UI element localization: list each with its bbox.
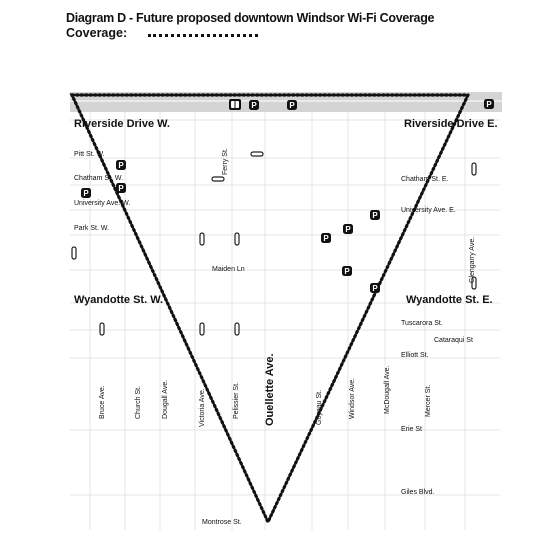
parking-meter-icon xyxy=(212,177,224,181)
parking-meter-icon xyxy=(472,163,476,175)
parking-icon xyxy=(116,183,126,193)
svg-text:P: P xyxy=(486,100,492,109)
street-label: Pelissier St. xyxy=(233,382,240,419)
street-label: Cataraqui St xyxy=(434,337,473,344)
street-label: Tuscarora St. xyxy=(401,320,443,327)
street-label: Church St. xyxy=(135,385,142,419)
svg-text:P: P xyxy=(344,267,350,276)
svg-text:P: P xyxy=(372,284,378,293)
parking-icon xyxy=(116,160,126,170)
street-label: Wyandotte St. W. xyxy=(74,294,164,306)
parking-meter-icon xyxy=(200,323,204,335)
svg-text:P: P xyxy=(83,189,89,198)
svg-text:P: P xyxy=(118,161,124,170)
street-label: Windsor Ave. xyxy=(349,377,356,419)
parking-meter-icon xyxy=(235,323,239,335)
svg-text:P: P xyxy=(251,101,257,110)
parking-meter-icon xyxy=(251,152,263,156)
street-label: Giles Blvd. xyxy=(401,489,435,496)
parking-icon xyxy=(343,224,353,234)
parking-icon xyxy=(342,266,352,276)
street-label: Goyeau St. xyxy=(316,389,323,425)
coverage-area-outline[interactable] xyxy=(72,95,468,522)
svg-text:P: P xyxy=(345,225,351,234)
parking-meter-icon xyxy=(72,247,76,259)
street-label: Victoria Ave. xyxy=(199,388,206,427)
street-label: Erie St xyxy=(401,426,423,433)
street-label: University Ave. E. xyxy=(401,207,456,214)
parking-icon xyxy=(81,188,91,198)
street-label: Maiden Ln xyxy=(212,266,245,273)
diagram-title: Diagram D - Future proposed downtown Windsor Wi-Fi Coverage xyxy=(66,11,435,25)
parking-icon xyxy=(287,100,297,110)
parking-icon xyxy=(484,99,494,109)
svg-text:P: P xyxy=(323,234,329,243)
parking-icon xyxy=(370,283,380,293)
street-label: Chatham St. W. xyxy=(74,175,124,182)
street-label: Park St. W. xyxy=(74,225,110,232)
street-label: Montrose St. xyxy=(202,519,242,526)
street-label: Riverside Drive E. xyxy=(404,118,498,130)
street-label: Pitt St. W. xyxy=(74,151,105,158)
parking-icon xyxy=(321,233,331,243)
street-label: Bruce Ave. xyxy=(99,385,106,419)
svg-text:P: P xyxy=(372,211,378,220)
street-label: Glengarry Ave. xyxy=(469,236,476,283)
legend-label: Coverage: xyxy=(66,26,128,40)
parking-meter-icon xyxy=(100,323,104,335)
street-label: University Ave. W. xyxy=(74,200,131,207)
street-label: Riverside Drive W. xyxy=(74,118,170,130)
street-label: Ferry St. xyxy=(222,148,229,175)
street-label: Ouellette Ave. xyxy=(264,353,276,426)
parking-icon xyxy=(370,210,380,220)
tunnel-entrance-icon xyxy=(229,99,241,110)
svg-text:P: P xyxy=(118,184,124,193)
street-label: Elliott St. xyxy=(401,352,429,359)
street-label: Wyandotte St. E. xyxy=(406,294,493,306)
legend-coverage-line xyxy=(148,34,258,37)
street-label: Chatham St. E. xyxy=(401,176,449,183)
street-label: McDougall Ave. xyxy=(384,365,391,414)
street-label: Mercer St. xyxy=(425,384,432,417)
street-label: Dougall Ave. xyxy=(162,379,169,419)
svg-text:P: P xyxy=(289,101,295,110)
parking-icon xyxy=(249,100,259,110)
